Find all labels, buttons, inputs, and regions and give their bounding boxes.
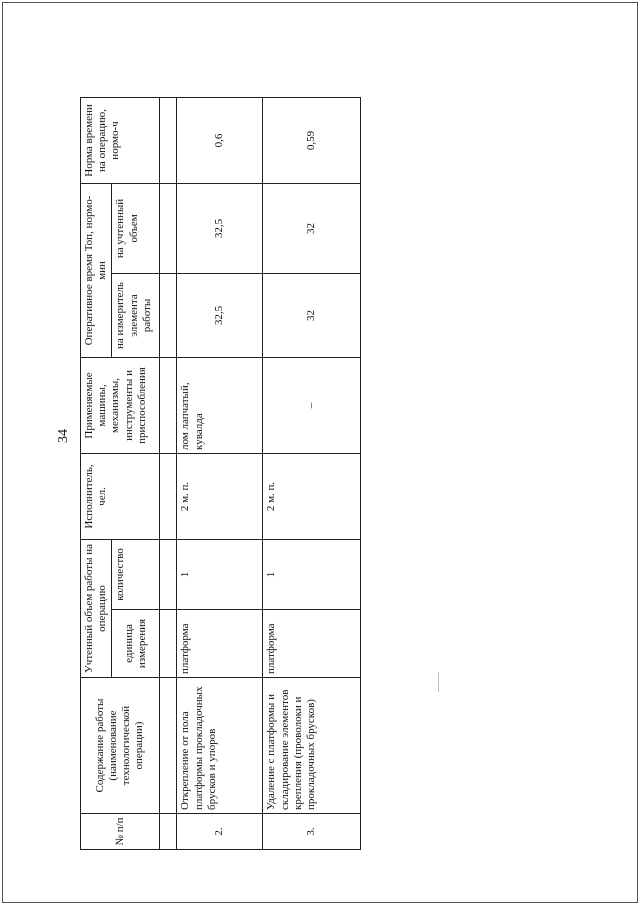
header-tools: Применяемые машины, механизмы, инструменты и приспособления [81, 357, 160, 453]
row-num: 2. [177, 814, 263, 850]
row-per-volume: 32,5 [177, 183, 263, 273]
row-qty: 1 [263, 539, 361, 609]
header-op-time: Оперативное время Топ, нормо-мин [81, 183, 112, 357]
header-unit: единица измерения [112, 610, 160, 678]
row-executor: 2 м. п. [177, 453, 263, 539]
header-volume: Учтенный объем работы на операцию [81, 539, 112, 677]
row-per-volume: 32 [263, 183, 361, 273]
row-norm: 0,59 [263, 97, 361, 183]
header-norm: Норма времени на операцию, нормо-ч [81, 97, 160, 183]
row-executor: 2 м. п. [263, 453, 361, 539]
table-row [177, 97, 263, 849]
header-per-volume: на учтенный объем [112, 183, 160, 273]
row-content: Открепление от пола платформы прокладочных брусков и упоров [177, 678, 263, 814]
row-per-meter: 32,5 [177, 273, 263, 357]
row-tools: – [263, 357, 361, 453]
row-num: 3. [263, 814, 361, 850]
header-num: № п/п [81, 814, 160, 850]
header-per-meter: на измеритель элемента работы [112, 273, 160, 357]
row-tools: лом лапчатый, кувалда [177, 357, 263, 453]
row-qty: 1 [177, 539, 263, 609]
row-unit: платформа [177, 610, 263, 678]
row-unit: платформа [263, 610, 361, 678]
header-qty: количество [112, 539, 160, 609]
row-norm: 0,6 [177, 97, 263, 183]
spacer-row [160, 97, 177, 849]
row-content: Удаление с платформы и складирование элементов крепления (проволоки и прокладочных брусков) [263, 678, 361, 814]
header-row-top [81, 97, 112, 849]
norms-table [80, 97, 361, 850]
scan-mark [438, 672, 439, 692]
row-per-meter: 32 [263, 273, 361, 357]
table-row [263, 97, 361, 849]
header-content: Содержание работы (наименование технологической операции) [81, 678, 160, 814]
header-executor: Исполнитель, чел. [81, 453, 160, 539]
page-number: 34 [56, 429, 71, 443]
